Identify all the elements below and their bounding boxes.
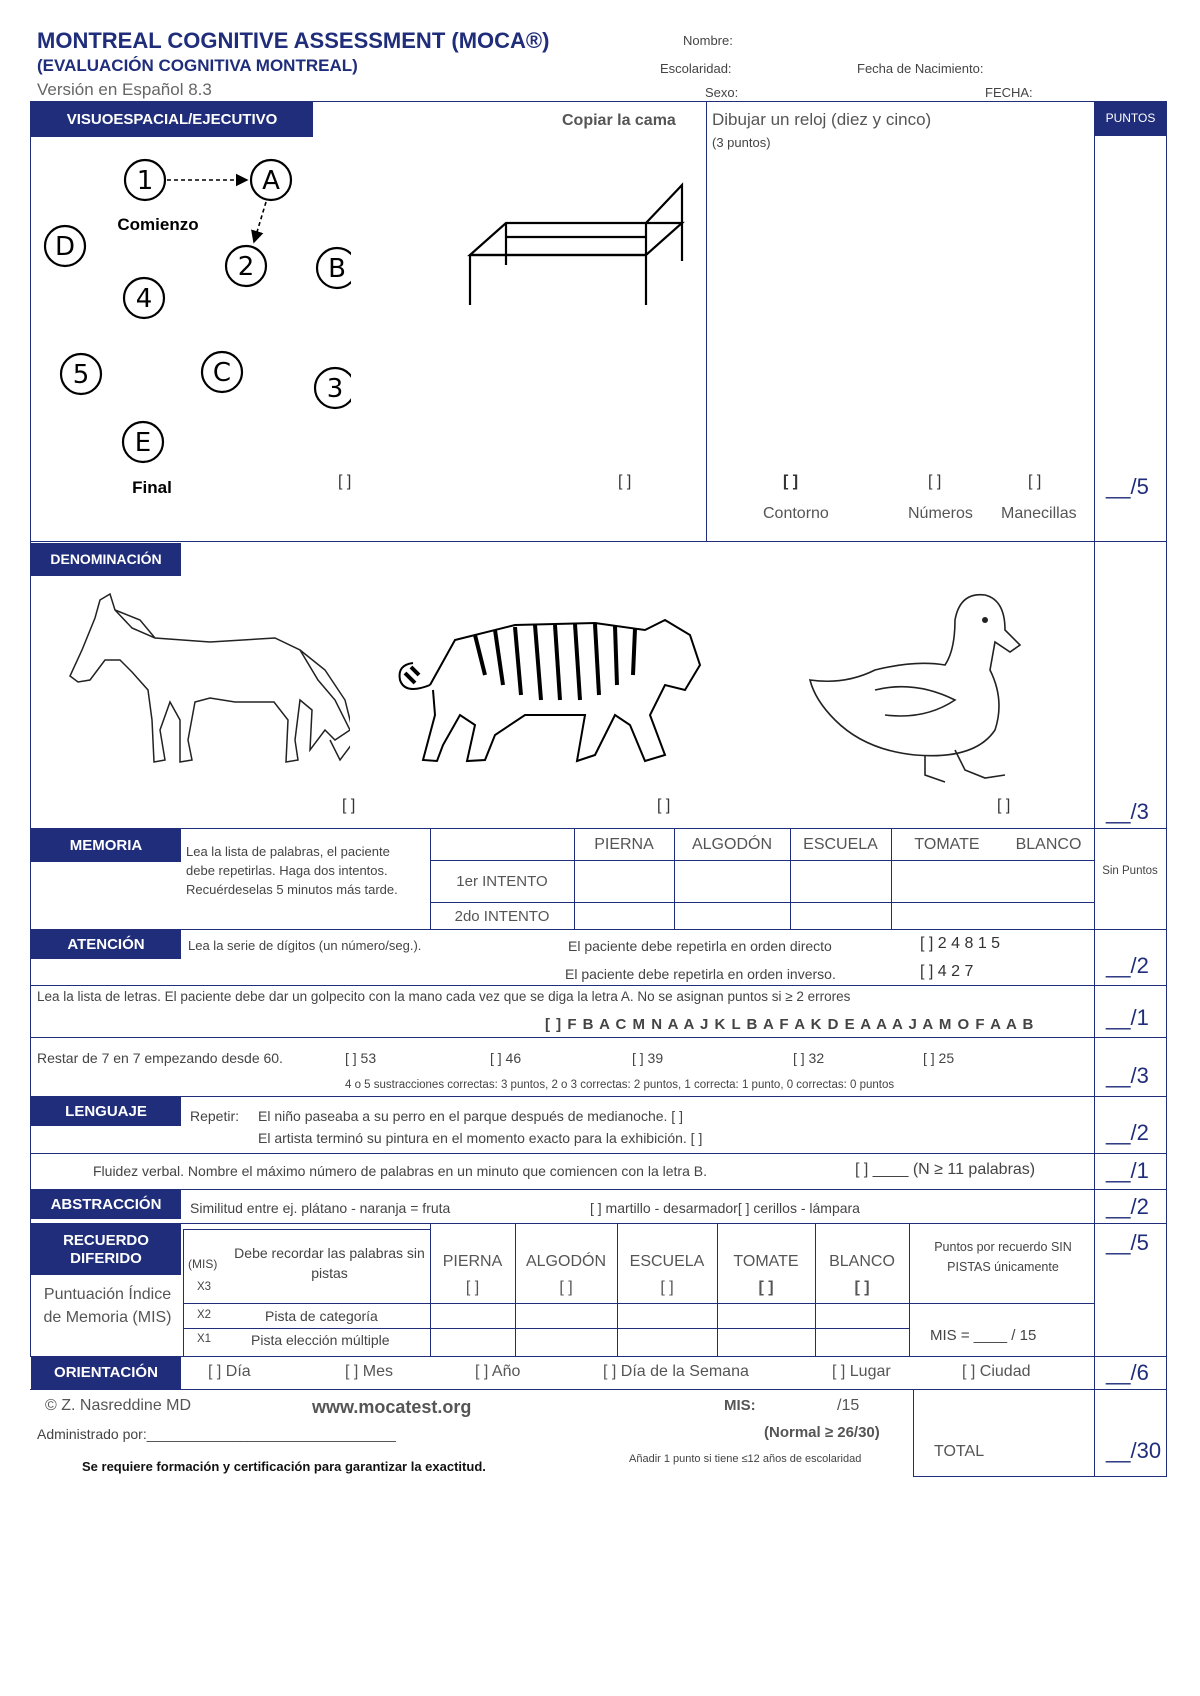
sentence-1[interactable]: El niño paseaba a su perro en el parque después de medianoche. [ ]: [258, 1108, 683, 1124]
trail-checkbox[interactable]: [ ]: [338, 473, 352, 490]
mem-word-1: PIERNA: [594, 835, 654, 853]
trail-node-4: [124, 278, 164, 318]
rec-check-4[interactable]: [ ]: [758, 1279, 774, 1296]
orient-lugar[interactable]: [ ] Lugar: [832, 1363, 891, 1380]
digits-instructions: Lea la serie de dígitos (un número/seg.).: [188, 938, 422, 953]
certification-note: Se requiere formación y certificación para garantizar la exactitud.: [82, 1459, 486, 1474]
pista-categoria-label: Pista de categoría: [265, 1308, 378, 1324]
memoria-bottom-line: [30, 929, 1167, 930]
trail-node-5: [61, 354, 101, 394]
copy-bed-label: Copiar la cama: [562, 112, 676, 129]
rec-word-3: ESCUELA: [629, 1253, 705, 1270]
fluidez-score[interactable]: __/1: [1106, 1158, 1149, 1183]
rec-word-4: TOMATE: [733, 1253, 799, 1270]
rec-word-2: ALGODÓN: [525, 1253, 606, 1270]
orient-ciudad[interactable]: [ ] Ciudad: [962, 1363, 1031, 1380]
fluidez-answer[interactable]: [ ] ____ (N ≥ 11 palabras): [855, 1161, 1036, 1178]
recuerdo-instructions: Debe recordar las palabras sin pistas: [234, 1245, 425, 1281]
footer-mis-value[interactable]: /15: [837, 1397, 860, 1414]
recuerdo-label: RECUERDO DIFERIDO: [31, 1224, 181, 1275]
copyright: © Z. Nasreddine MD: [45, 1397, 192, 1414]
bed-checkbox[interactable]: [ ]: [618, 473, 632, 490]
trail-node-4-text: 4: [135, 284, 153, 314]
orient-ano[interactable]: [ ] Año: [475, 1363, 521, 1380]
abstraccion-items[interactable]: [ ] martillo - desarmador[ ] cerillos - lámpara: [590, 1200, 860, 1216]
trail-node-D: [45, 226, 85, 266]
pista-multiple-label: Pista elección múltiple: [251, 1332, 390, 1348]
rec-col-0: [183, 1229, 184, 1356]
rec-row-2: [183, 1328, 909, 1329]
rec-word-1: PIERNA: [442, 1253, 503, 1270]
orient-mes[interactable]: [ ] Mes: [345, 1363, 394, 1380]
letters-score[interactable]: __/1: [1106, 1005, 1149, 1030]
denominacion-score[interactable]: __/3: [1106, 799, 1149, 824]
trail-node-A-text: A: [262, 166, 280, 196]
trail-node-3: [315, 368, 351, 408]
trail-node-B-text: B: [328, 254, 346, 284]
lenguaje-label: LENGUAJE: [31, 1097, 181, 1126]
manecillas-label: Manecillas: [1001, 505, 1077, 522]
trail-end-label: Final: [132, 478, 172, 497]
version: Versión en Español 8.3: [37, 80, 212, 99]
mis-tag: (MIS): [188, 1257, 218, 1271]
duck-drawing: [805, 590, 1035, 785]
orientacion-score[interactable]: __/6: [1106, 1360, 1149, 1385]
visuo-bottom-line: [30, 541, 1167, 542]
horse-checkbox[interactable]: [ ]: [342, 797, 356, 814]
mem-word-4: TOMATE: [914, 835, 980, 853]
website-link[interactable]: www.mocatest.org: [312, 1397, 472, 1417]
sentence-2[interactable]: El artista terminó su pintura en el momento exacto para la exhibición. [ ]: [258, 1130, 703, 1146]
numeros-label: Números: [908, 505, 973, 522]
mis-puntuacion-label: Puntuación Índice de Memoria (MIS): [43, 1286, 172, 1326]
administrado-por[interactable]: Administrado por:________________________________: [37, 1426, 396, 1442]
rec-word-5: BLANCO: [829, 1253, 895, 1270]
mem-word-2: ALGODÓN: [691, 835, 772, 853]
trail-arrow-2: [254, 202, 266, 242]
orient-dia-semana[interactable]: [ ] Día de la Semana: [603, 1363, 749, 1380]
trail-node-1-text: 1: [136, 166, 154, 196]
rec-check-2[interactable]: [ ]: [559, 1279, 573, 1296]
sin-puntos-note: Sin Puntos: [1102, 865, 1158, 877]
visuo-divider: [706, 101, 707, 541]
serial-39[interactable]: [ ] 39: [632, 1050, 664, 1066]
atencion-bottom-line: [30, 1096, 1167, 1097]
visuo-label: VISUOESPACIAL/EJECUTIVO: [31, 102, 313, 137]
fecha-nacimiento-field[interactable]: Fecha de Nacimiento:: [857, 61, 984, 76]
trail-node-2-text: 2: [237, 252, 255, 282]
x2-label: X2: [197, 1309, 212, 1321]
mis-score-line[interactable]: MIS = ____ / 15: [930, 1327, 1037, 1344]
trail-node-E: [123, 422, 163, 462]
tiger-checkbox[interactable]: [ ]: [657, 797, 671, 814]
rec-row-top: [183, 1229, 430, 1230]
serial-53[interactable]: [ ] 53: [345, 1050, 377, 1066]
serial-note: 4 o 5 sustracciones correctas: 3 puntos, 2 o 3 correctas: 2 puntos, 1 correcta: 1 punto, 0 correctas: 0 puntos: [345, 1079, 895, 1091]
horse-drawing: [60, 590, 350, 770]
contorno-label: Contorno: [763, 505, 829, 522]
inverso-label: El paciente debe repetirla en orden inverso.: [565, 966, 836, 982]
trail-node-1: [125, 160, 165, 200]
trail-node-2: [226, 246, 266, 286]
abstraccion-example: Similitud entre ej. plátano - naranja = fruta: [190, 1200, 451, 1216]
rec-row-1: [183, 1303, 1094, 1304]
orient-dia[interactable]: [ ] Día: [208, 1363, 251, 1380]
clock-sub: (3 puntos): [712, 135, 771, 150]
fecha-field[interactable]: FECHA:: [985, 85, 1033, 100]
escolaridad-field[interactable]: Escolaridad:: [660, 61, 732, 76]
digits-score[interactable]: __/2: [1106, 953, 1149, 978]
intento-1-label: 1er INTENTO: [456, 873, 548, 890]
repetir-label: Repetir:: [190, 1108, 240, 1124]
directo-label: El paciente debe repetirla en orden directo: [568, 938, 832, 954]
rec-col-6: [909, 1223, 910, 1356]
x1-label: X1: [197, 1333, 212, 1345]
trail-node-B: [317, 248, 351, 288]
atencion-line-2: [30, 1037, 1167, 1038]
x3-label: X3: [197, 1281, 212, 1293]
rec-check-3[interactable]: [ ]: [660, 1279, 674, 1296]
atencion-label: ATENCIÓN: [31, 930, 181, 959]
trail-node-C: [202, 352, 242, 392]
letters-instructions: Lea la lista de letras. El paciente debe dar un golpecito con la mano cada vez que se diga la letra A. No se asignan puntos si ≥ 2 errores: [37, 989, 851, 1004]
lenguaje-line-1: [30, 1153, 1167, 1154]
contorno-checkbox[interactable]: [ ]: [783, 473, 799, 490]
page-title: MONTREAL COGNITIVE ASSESSMENT (MOCA®): [37, 28, 550, 53]
bed-drawing: [460, 175, 700, 315]
nombre-field[interactable]: Nombre:: [683, 33, 733, 48]
trail-node-C-text: C: [212, 358, 232, 388]
duck-checkbox[interactable]: [ ]: [997, 797, 1011, 814]
intento-2-label: 2do INTENTO: [454, 907, 550, 925]
mem-word-3: ESCUELA: [803, 835, 878, 853]
numeros-checkbox[interactable]: [ ]: [928, 473, 942, 490]
directo-digits[interactable]: [ ] 2 4 8 1 5: [920, 935, 1001, 952]
memoria-label: MEMORIA: [31, 829, 181, 862]
visuo-score[interactable]: __/5: [1106, 474, 1149, 499]
rec-check-5[interactable]: [ ]: [854, 1279, 870, 1296]
lenguaje-bottom-line: [30, 1189, 1167, 1190]
frame-puntos-left: [1094, 101, 1095, 1476]
tiger-drawing: [395, 605, 710, 770]
trail-node-E-text: E: [134, 428, 152, 458]
trail-node-A: [251, 160, 291, 200]
puntos-header: PUNTOS: [1095, 102, 1166, 136]
mem-word-5: BLANCO: [1015, 835, 1082, 853]
total-label: TOTAL: [934, 1443, 985, 1460]
serial-instructions: Restar de 7 en 7 empezando desde 60.: [37, 1050, 283, 1066]
recuerdo-score[interactable]: __/5: [1106, 1230, 1149, 1255]
trail-node-3-text: 3: [326, 374, 344, 404]
serial-46[interactable]: [ ] 46: [490, 1050, 522, 1066]
sexo-field[interactable]: Sexo:: [705, 85, 739, 100]
trail-node-D-text: D: [54, 232, 76, 262]
rec-check-1[interactable]: [ ]: [465, 1279, 480, 1296]
puntos-recuerdo-note: Puntos por recuerdo SIN PISTAS únicamente: [934, 1240, 1072, 1274]
letters-sequence[interactable]: [ ] F B A C M N A A J K L B A F A K D E A A A J A M O F A A B: [545, 1016, 1035, 1033]
recuerdo-bottom-line: [30, 1356, 1167, 1357]
footer-mis-label: MIS:: [724, 1397, 756, 1414]
page-subtitle: (EVALUACIÓN COGNITIVA MONTREAL): [37, 56, 358, 75]
memoria-instructions: Lea la lista de palabras, el paciente debe repetirlas. Haga dos intentos. Recuérdeselas 5 minutos más tarde.: [186, 844, 398, 897]
abstraccion-label: ABSTRACCIÓN: [31, 1190, 181, 1219]
serial-25[interactable]: [ ] 25: [923, 1050, 955, 1066]
abstraccion-score[interactable]: __/2: [1106, 1194, 1149, 1219]
orientacion-label: ORIENTACIÓN: [31, 1357, 181, 1389]
trail-making-test: [31, 140, 351, 510]
clock-label: Dibujar un reloj (diez y cinco): [712, 110, 932, 129]
total-score[interactable]: __/30: [1106, 1438, 1162, 1463]
trail-node-5-text: 5: [72, 360, 90, 390]
repeticion-score[interactable]: __/2: [1106, 1120, 1149, 1145]
fluidez-instructions: Fluidez verbal. Nombre el máximo número de palabras en un minuto que comiencen con la letra B.: [93, 1163, 707, 1179]
denominacion-label: DENOMINACIÓN: [31, 543, 181, 576]
atencion-line-1: [30, 985, 1167, 986]
abstraccion-bottom-line: [30, 1223, 1167, 1224]
education-note: Añadir 1 punto si tiene ≤12 años de escolaridad: [629, 1453, 862, 1465]
trail-start-label: Comienzo: [117, 215, 199, 234]
serial-32[interactable]: [ ] 32: [793, 1050, 825, 1066]
normal-range: (Normal ≥ 26/30): [764, 1424, 880, 1441]
frame-right: [1166, 101, 1167, 1476]
inverso-digits[interactable]: [ ] 4 2 7: [920, 963, 974, 980]
serial-score[interactable]: __/3: [1106, 1063, 1149, 1088]
manecillas-checkbox[interactable]: [ ]: [1028, 473, 1042, 490]
